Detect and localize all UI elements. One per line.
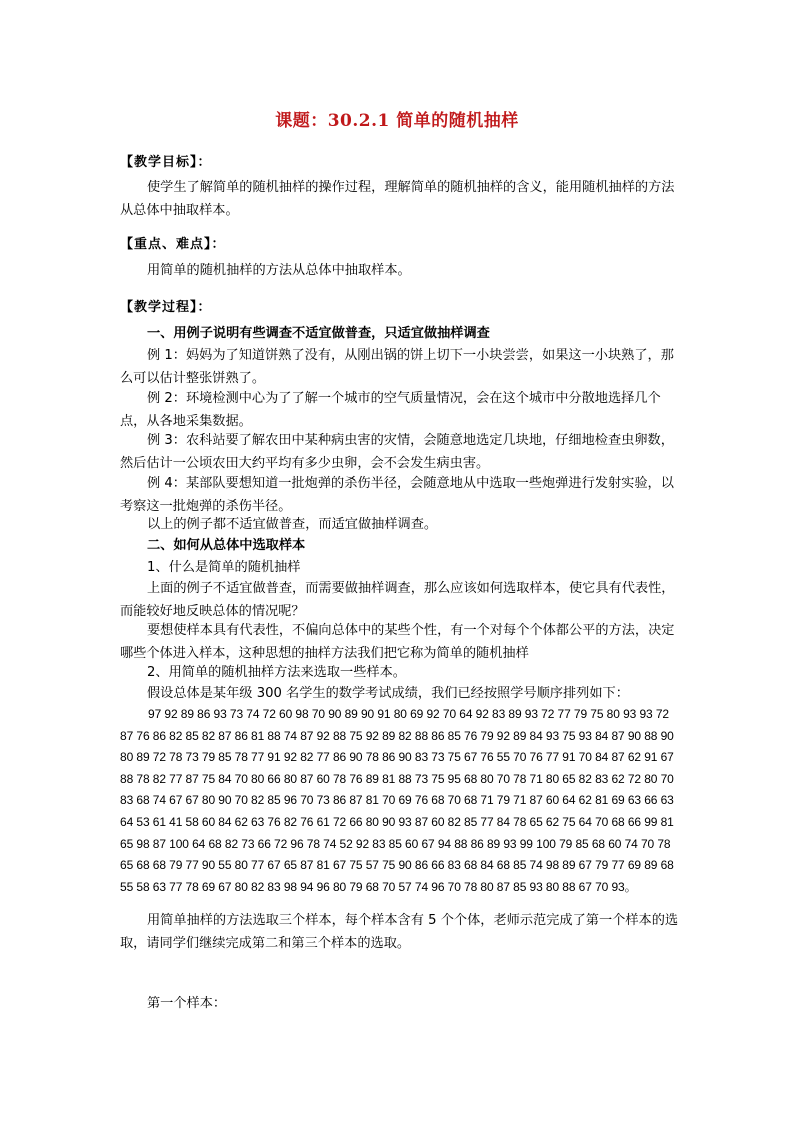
example-1: 例 1：妈妈为了知道饼熟了没有，从刚出锅的饼上切下一小块尝尝，如果这一小块熟了，那么可以估计整张饼熟了。: [120, 348, 674, 386]
page-title: 课题：30.2.1 简单的随机抽样: [275, 111, 519, 131]
example-3: 例 3：农科站要了解农田中某种病虫害的灾情，会随意地选定几块地，仔细地检查虫卵数，然后估计一公顷农田大约平均有多少虫卵，会不会发生病虫害。: [120, 433, 674, 471]
key-points-heading: 【重点、难点】：: [120, 237, 226, 252]
scores-list: 97 92 89 86 93 73 74 72 60 98 70 90 89 90 91 80 69 92 70 64 92 83 89 93 72 77 79 75 80 93 93 72 87 76 86 82 85 82 87 86 81 88 74 87 92 88 75 92 89 82 88 86 85 76 79 92 89 84 93 75 93 84 87 90 88 90 80 89 72 78 73 79 85 78 77 91 92 82 77 86 90 78 86 90 83 73 75 67 76 55 70 76 77 91 70 84 87 62 91 67 88 78 82 77 87 75 84 70 80 66 80 87 60 78 76 89 81 88 73 75 95 68 80 70 78 71 80 65 82 83 62 72 80 70 83 68 74 67 67 80 90 70 82 85 96 70 73 86 87 81 70 69 76 68 70 68 71 79 71 87 60 64 62 81 69 63 66 63 64 53 61 41 58 60 84 62 63 76 82 76 61 72 66 80 90 93 87 60 82 85 77 84 78 65 62 75 64 70 68 66 99 81 65 98 87 100 64 68 82 73 66 72 96 78 74 52 92 83 85 60 67 94 88 86 89 93 99 100 79 85 68 60 74 70 78 65 68 68 79 77 90 55 80 77 67 65 87 81 67 75 57 75 90 86 66 83 68 84 68 85 74 98 89 67 79 77 69 89 68 55 58 63 77 78 69 67 80 82 83 98 94 96 80 79 68 70 57 74 96 70 78 80 87 85 93 80 88 67 70 93。: [120, 707, 674, 894]
sample-1-label: 第一个样本：: [147, 996, 227, 1011]
part2-title: 二、如何从总体中选取样本: [147, 538, 306, 553]
paragraph-3: 假设总体是某年级 300 名学生的数学考试成绩，我们已经按照学号顺序排列如下：: [147, 686, 629, 701]
goals-text: 使学生了解简单的随机抽样的操作过程，理解简单的随机抽样的含义，能用随机抽样的方法从总体中抽取样本。: [120, 180, 675, 218]
paragraph-1: 上面的例子不适宜做普查，而需要做抽样调查，那么应该如何选取样本，使它具有代表性，而能较好地反映总体的情况呢？: [120, 581, 675, 619]
examples-summary: 以上的例子都不适宜做普查，而适宜做抽样调查。: [147, 517, 438, 532]
paragraph-2: 要想使样本具有代表性，不偏向总体中的某些个性，有一个对每个个体都公平的方法，决定哪些个体进入样本，这种思想的抽样方法我们把它称为简单的随机抽样: [120, 623, 675, 661]
subsection-1: 1、什么是简单的随机抽样: [147, 560, 301, 575]
paragraph-4: 用简单抽样的方法选取三个样本，每个样本含有 5 个个体，老师示范完成了第一个样本的选取，请同学们继续完成第二和第三个样本的选取。: [120, 913, 679, 951]
goals-heading: 【教学目标】：: [120, 155, 212, 170]
key-points-text: 用简单的随机抽样的方法从总体中抽取样本。: [147, 263, 411, 278]
example-2: 例 2：环境检测中心为了了解一个城市的空气质量情况，会在这个城市中分散地选择几个点，从各地采集数据。: [120, 391, 661, 429]
example-4: 例 4：某部队要想知道一批炮弹的杀伤半径，会随意地从中选取一些炮弹进行发射实验，以考察这一批炮弹的杀伤半径。: [120, 476, 674, 514]
process-heading: 【教学过程】：: [120, 300, 212, 315]
subsection-2: 2、用简单的随机抽样方法来选取一些样本。: [147, 665, 406, 680]
part1-title: 一、用例子说明有些调查不适宜做普查，只适宜做抽样调查: [147, 326, 490, 341]
